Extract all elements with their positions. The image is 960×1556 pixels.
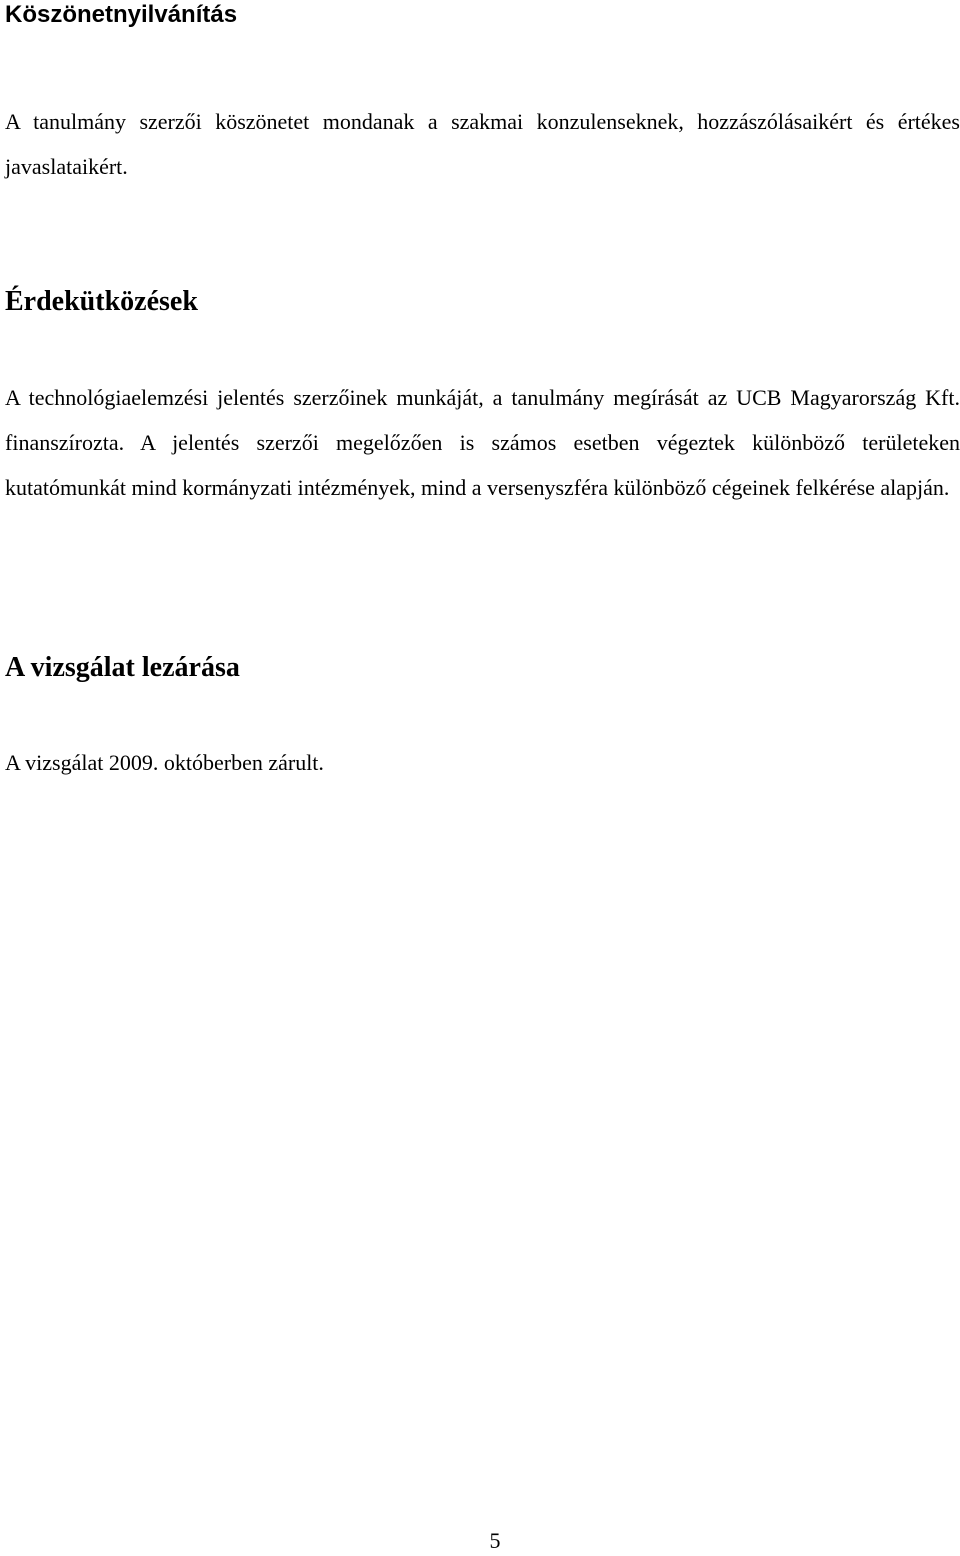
conflicts-of-interest-heading: Érdekütközések: [5, 286, 198, 317]
conflicts-of-interest-paragraph: A technológiaelemzési jelentés szerzőinek munkáját, a tanulmány megírását az UCB Magyarország Kft. finanszírozta. A jelentés szerzői megelőzően is számos esetben végeztek különböző területeken kutatómunkát mind kormányzati intézmények, mind a versenyszféra különböző cégeinek felkérése alapján.: [5, 385, 960, 500]
study-closure-heading: A vizsgálat lezárása: [5, 652, 240, 683]
page-number: 5: [489, 1528, 501, 1553]
acknowledgements-heading: Köszönetnyilvánítás: [5, 1, 238, 28]
study-closure-paragraph: A vizsgálat 2009. októberben zárult.: [5, 750, 324, 775]
acknowledgements-paragraph: A tanulmány szerzői köszönetet mondanak a szakmai konzulenseknek, hozzászólásaikért és értékes javaslataikért.: [5, 109, 960, 179]
